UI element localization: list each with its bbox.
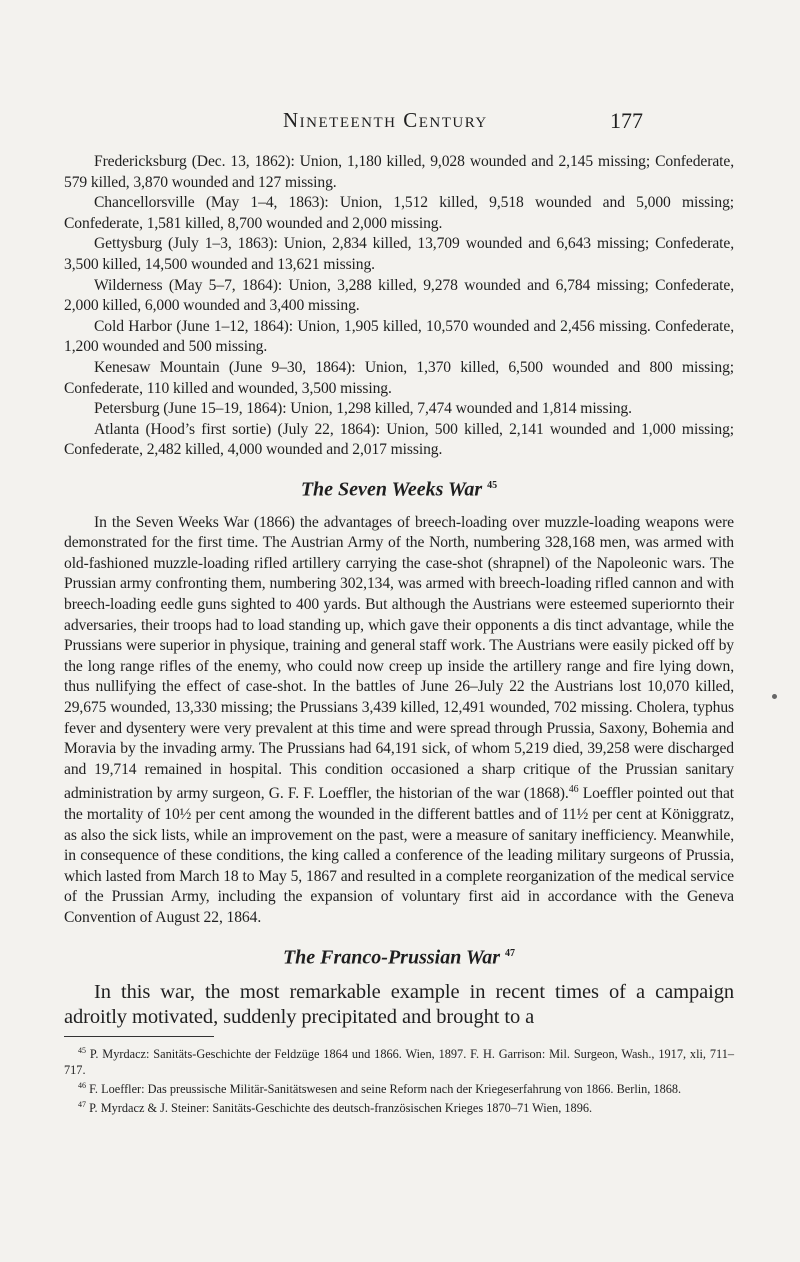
footnote-divider — [64, 1036, 214, 1037]
battle-entry-gettysburg: Gettysburg (July 1–3, 1863): Union, 2,834 killed, 13,709 wounded and 6,643 missing; Confederate, 3,500 killed, 14,500 wounded and 13,621 missing. — [64, 235, 734, 273]
running-head: Nineteenth Century — [283, 108, 488, 132]
section-heading-seven-weeks-war — [64, 473, 734, 503]
page-number: 177 — [610, 108, 643, 133]
section-heading-franco-prussian-war — [64, 941, 734, 971]
battle-entry-atlanta: Atlanta (Hood’s first sortie) (July 22, 1864): Union, 500 killed, 2,141 wounded and 1,000 missing; Confederate, 2,482 killed, 4,000 wounded and 2,017 missing. — [64, 420, 734, 459]
battle-entry-cold-harbor: Cold Harbor (June 1–12, 1864): Union, 1,905 killed, 10,570 wounded and 2,456 missing. Confederate, 1,200 wounded and 500 missing. — [64, 317, 734, 356]
scan-speck — [772, 694, 777, 699]
battle-entry-fredericksburg: Fredericksburg (Dec. 13, 1862): Union, 1,180 killed, 9,028 wounded and 2,145 missing; Confederate, 579 killed, 3,870 wounded and 127 missing. — [64, 153, 734, 191]
section-title: The Seven Weeks War — [300, 478, 483, 501]
battle-entry-petersburg: Petersburg (June 15–19, 1864): Union, 1,298 killed, 7,474 wounded and 1,814 missing. — [94, 400, 632, 418]
seven-weeks-war-paragraph — [64, 513, 734, 929]
footnote-45 — [64, 1043, 734, 1078]
page-body — [64, 152, 734, 1117]
footnote-text: P. Myrdacz & J. Steiner: Sanitäts-Geschichte des deutsch-französischen Krieges 1870–71 Wien, 1896. — [86, 1101, 593, 1116]
section-title: The Franco-Prussian War — [282, 946, 501, 969]
footnote-number: 46 — [78, 1081, 86, 1091]
footnote-46 — [64, 1078, 734, 1097]
footnote-ref: 45 — [487, 479, 498, 491]
franco-prussian-paragraph: In this war, the most remarkable example in recent times of a campaign adroitly motivated, suddenly precipitated and brought to a — [64, 981, 734, 1029]
footnote-47 — [64, 1097, 734, 1116]
paragraph-text: Loeffler pointed out that the mortality of 10½ per cent among the wounded in the different battles and of 11½ per cent at Königgratz, as also the sick lists, while an improvement on the past, were a measure of sanitary inefficiency. Meanwhile, in consequence of these conditions, the king called a conference of the leading military surgeons of Prussia, which lasted from March 18 to May 5, 1867 and resulted in a complete reorganization of the medical service of the Prussian Army, including the expansion of voluntary first aid in accordance with the Geneva Convention of August 22, 1864. — [64, 785, 734, 927]
paragraph-text: In the Seven Weeks War (1866) the advantages of breech-loading over muzzle-loading weapons were demonstrated for the first time. The Austrian Army of the North, numbering 328,168 men, was armed with old-fashioned muzzle-loading rifled artillery carrying the case-shot (shrapnel) of the Napoleonic wars. The Prussian army confronting them, numbering 302,134, was armed with breech-loading rifled cannon and with breech-loading eedle guns sighted to 400 yards. But although the Austrians were esteemed superiornto their adversaries, their troops had to load standing up, which gave their opponents a dis tinct advantage, while the Prussians were superior in physique, training and general staff work. The Austrians were easily picked off by the long range rifles of the enemy, who could now creep up inside the artillery range and fire lying down, thus nullifying the effect of case-shot. In the battles of June 26–July 22 the Austrians lost 10,070 killed, 29,675 wounded, 13,330 missing; the Prussians 3,439 killed, 12,491 wounded, 702 missing. Cholera, typhus fever and dysentery were very prevalent at this time and were spread through Prussia, Saxony, Bohemia and Moravia by the invading army. The Prussians had 64,191 sick, of whom 5,219 died, 39,258 were discharged and 19,714 remained in hospital. This condition occasioned a sharp critique of the Prussian sanitary administration by army surgeon, G. F. F. Loeffler, the historian of the war (1868). — [64, 513, 734, 803]
footnote-text: P. Myrdacz: Sanitäts-Geschichte der Feldzüge 1864 und 1866. Wien, 1897. F. H. Garrison: Mil. Surgeon, Wash., 1917, xli, 711–717. — [64, 1047, 734, 1078]
footnote-ref: 46 — [568, 784, 579, 796]
footnote-number: 47 — [78, 1100, 86, 1110]
footnote-text: F. Loeffler: Das preussische Militär-Sanitätswesen and seine Reform nach der Kriegeserfahrung von 1866. Berlin, 1868. — [86, 1082, 682, 1097]
page-header — [0, 108, 800, 138]
battle-entry-chancellorsville: Chancellorsville (May 1–4, 1863): Union, 1,512 killed, 9,518 wounded and 5,000 missing; Confederate, 1,581 killed, 8,700 wounded and 2,000 missing. — [64, 194, 734, 232]
battle-entry-wilderness: Wilderness (May 5–7, 1864): Union, 3,288 killed, 9,278 wounded and 6,784 missing; Confederate, 2,000 killed, 6,000 wounded and 3,400 missing. — [64, 276, 734, 315]
footnote-number: 45 — [78, 1046, 86, 1056]
battle-entry-kenesaw-mountain: Kenesaw Mountain (June 9–30, 1864): Union, 1,370 killed, 6,500 wounded and 800 missing; Confederate, 110 killed and wounded, 3,500 missing. — [64, 358, 734, 397]
footnote-ref: 47 — [505, 947, 516, 959]
